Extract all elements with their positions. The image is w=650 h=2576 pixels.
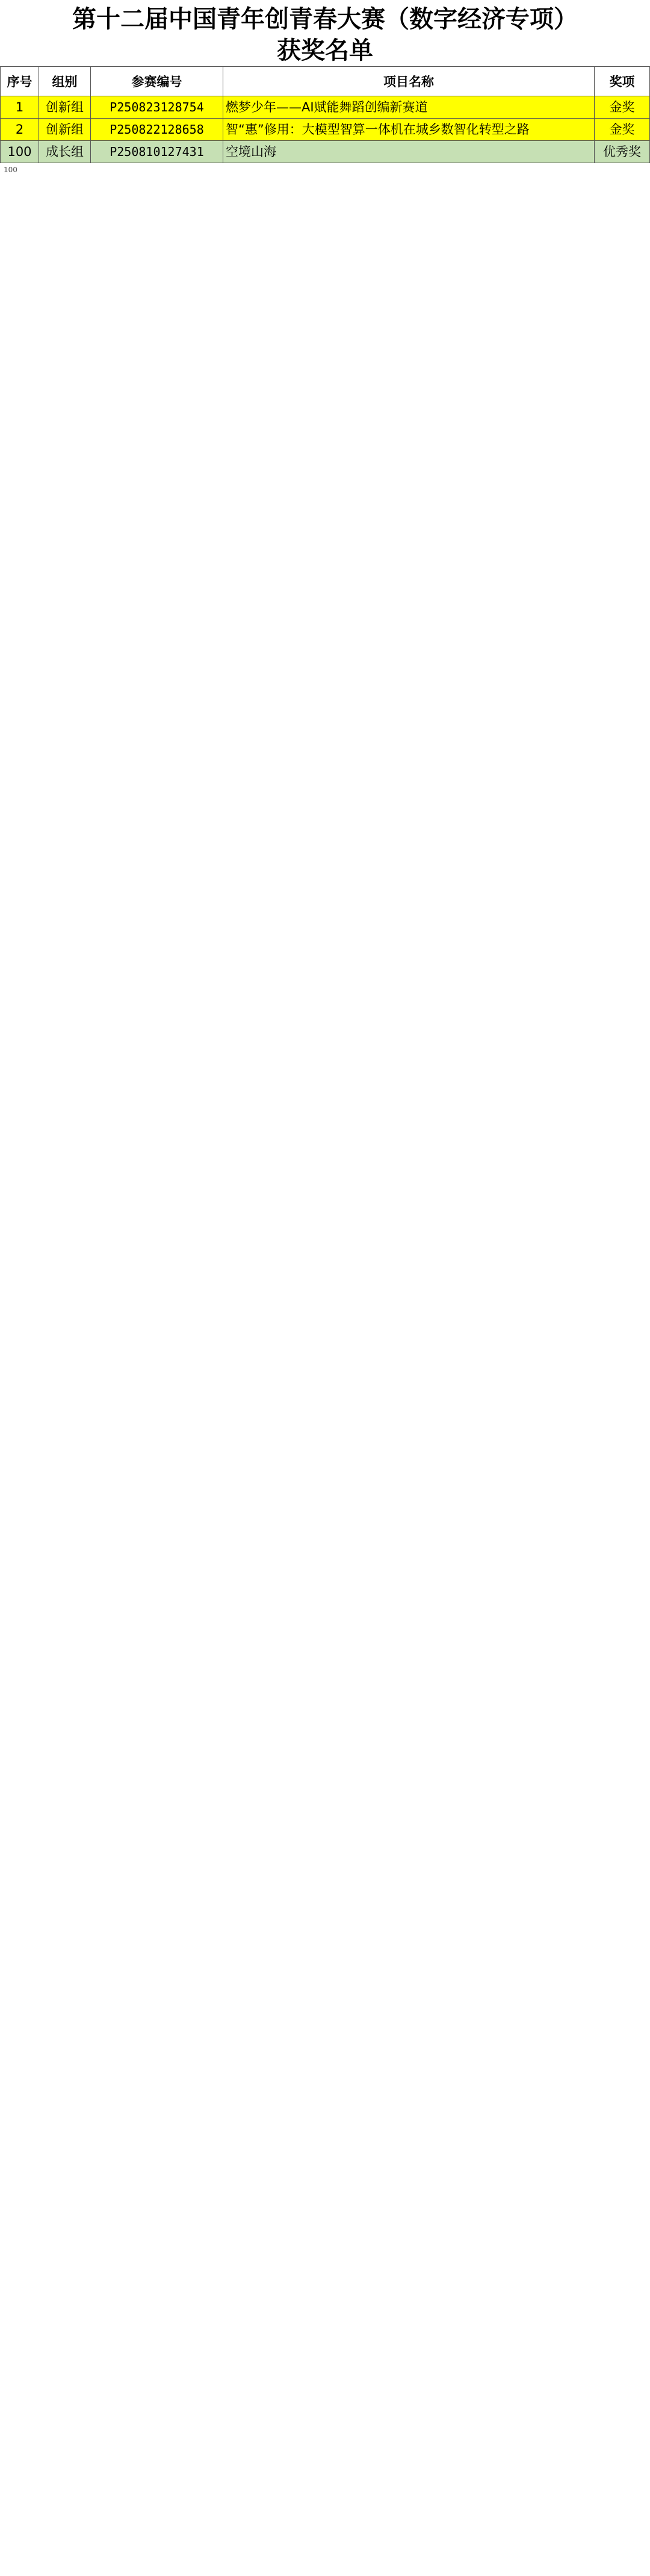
- award-list-page: [0, 0, 650, 176]
- header-group: 组别: [39, 67, 91, 96]
- row-project-name: 燃梦少年——AI赋能舞蹈创编新赛道: [223, 96, 595, 119]
- table-row: [1, 141, 650, 163]
- table-header-row: [1, 67, 650, 96]
- header-project-name: 项目名称: [223, 67, 595, 96]
- header-award: 奖项: [595, 67, 650, 96]
- row-award: 优秀奖: [595, 141, 650, 163]
- title-line-2: 获奖名单: [277, 36, 373, 64]
- row-index: 100: [1, 141, 39, 163]
- watermark: 100: [4, 166, 17, 174]
- title-line-1: 第十二届中国青年创青春大赛（数字经济专项）: [72, 5, 578, 33]
- row-project-name: 智“惠”修用：大模型智算一体机在城乡数智化转型之路: [223, 119, 595, 141]
- row-award: 金奖: [595, 119, 650, 141]
- row-entry-id: P250822128658: [91, 119, 223, 141]
- header-index: 序号: [1, 67, 39, 96]
- row-entry-id: P250810127431: [91, 141, 223, 163]
- row-group: 创新组: [39, 119, 91, 141]
- row-index: 1: [1, 96, 39, 119]
- header-entry-id: 参赛编号: [91, 67, 223, 96]
- row-project-name: 空境山海: [223, 141, 595, 163]
- table-row: [1, 96, 650, 119]
- table-row: [1, 119, 650, 141]
- row-group: 创新组: [39, 96, 91, 119]
- page-title: [0, 0, 650, 66]
- row-group: 成长组: [39, 141, 91, 163]
- row-entry-id: P250823128754: [91, 96, 223, 119]
- table-body: [1, 96, 650, 163]
- row-index: 2: [1, 119, 39, 141]
- award-table: [0, 66, 650, 163]
- row-award: 金奖: [595, 96, 650, 119]
